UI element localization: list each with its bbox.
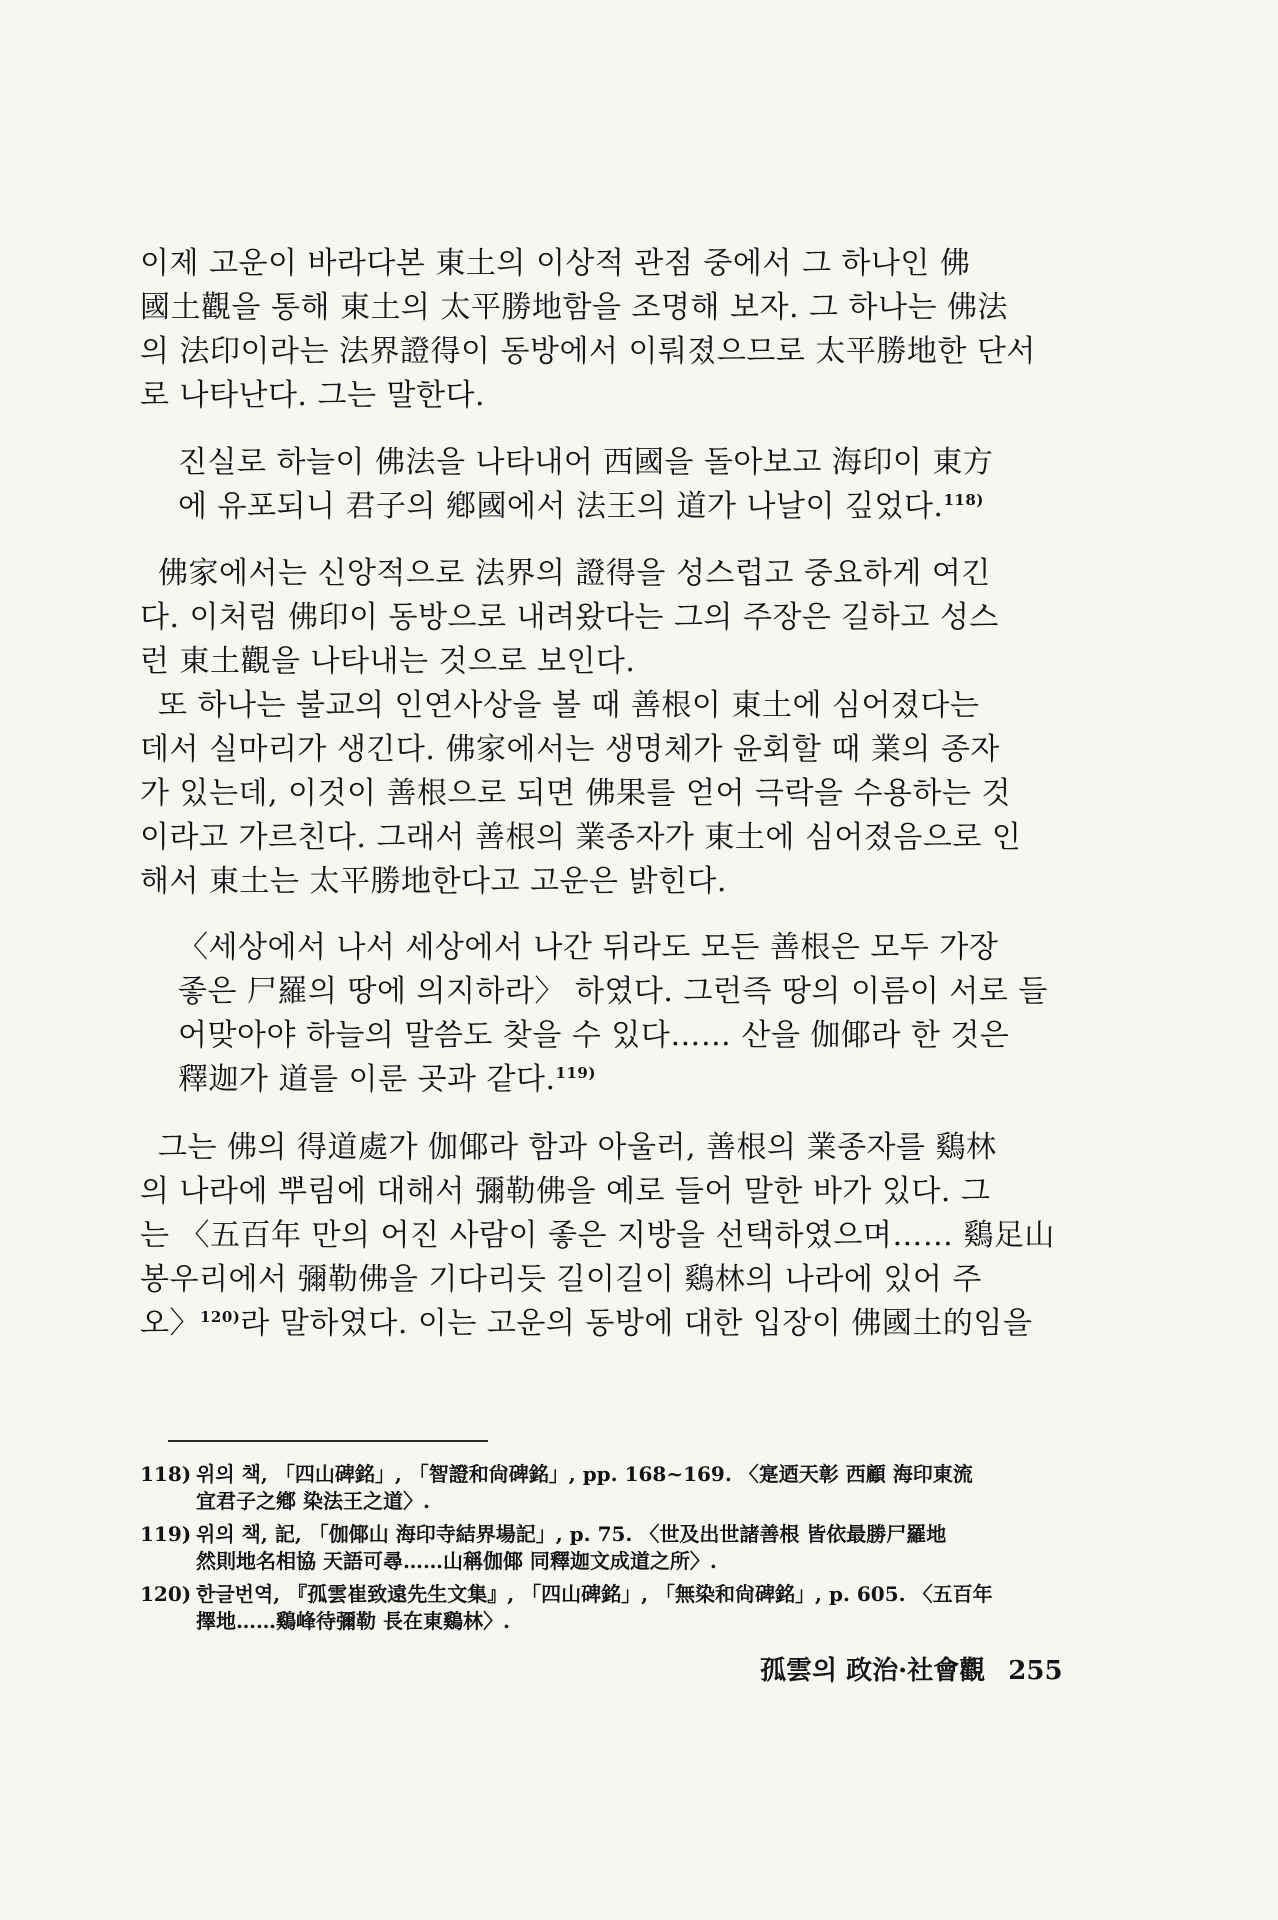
body-text: 라 말하였다. 이는 고운의 동방에 대한 입장이 佛國土的임을	[240, 1306, 1033, 1341]
block-quote-line	[178, 1054, 1138, 1098]
body-line: 는 〈五百年 만의 어진 사람이 좋은 지방을 선택하였으며…… 鷄足山	[140, 1218, 1055, 1253]
footnote-continuation: 然則地名相協 天語可尋……山稱伽倻 同釋迦文成道之所〉.	[196, 1549, 717, 1573]
footnote-ref: 118)	[943, 491, 984, 509]
body-line: 런 東土觀을 나타내는 것으로 보인다.	[140, 644, 636, 679]
body-line: 그는 佛의 得道處가 伽倻라 함과 아울러, 善根의 業종자를 鷄林	[158, 1130, 997, 1165]
body-line	[140, 1298, 1140, 1342]
footnote-rule	[168, 1440, 488, 1442]
footnote-text: 위의 책, 「四山碑銘」, 「智證和尙碑銘」, pp. 168~169. 〈寔迺天彰 西顧 海印東流	[196, 1462, 973, 1486]
footnote-continuation: 宜君子之鄕 染法王之道〉.	[196, 1489, 430, 1513]
body-line: 로 나타난다. 그는 말한다.	[140, 378, 485, 413]
body-line: 의 法印이라는 法界證得이 동방에서 이뤄졌으므로 太平勝地한 단서	[140, 334, 1036, 369]
block-quote-line: 〈세상에서 나서 세상에서 나간 뒤라도 모든 善根은 모두 가장	[178, 930, 999, 965]
footnote-text: 위의 책, 記, 「伽倻山 海印寺結界場記」, p. 75. 〈世及出世諸善根 皆依最勝尸羅地	[196, 1522, 947, 1546]
running-footer-title: 孤雲의 政治·社會觀	[760, 1656, 986, 1686]
block-quote-line: 어맞아야 하늘의 말씀도 찾을 수 있다…… 산을 伽倻라 한 것은	[178, 1018, 1010, 1053]
body-line: 가 있는데, 이것이 善根으로 되면 佛果를 얻어 극락을 수용하는 것	[140, 776, 1011, 811]
footnote-number: 118)	[140, 1462, 192, 1486]
block-quote-text: 釋迦가 道를 이룬 곳과 같다.	[178, 1062, 556, 1097]
body-line: 해서 東土는 太平勝地한다고 고운은 밝힌다.	[140, 864, 727, 899]
footnote	[140, 1518, 1140, 1547]
footnote-number: 120)	[140, 1582, 192, 1606]
footnote	[140, 1458, 1140, 1487]
body-line: 다. 이처럼 佛印이 동방으로 내려왔다는 그의 주장은 길하고 성스	[140, 600, 999, 635]
body-line: 이제 고운이 바라다본 東土의 이상적 관점 중에서 그 하나인 佛	[140, 246, 971, 281]
block-quote-line	[178, 481, 1138, 525]
running-footer	[760, 1650, 1063, 1687]
page-number: 255	[1008, 1656, 1063, 1686]
body-line: 國土觀을 통해 東土의 太平勝地함을 조명해 보자. 그 하나는 佛法	[140, 290, 1009, 325]
body-line: 의 나라에 뿌림에 대해서 彌勒佛을 예로 들어 말한 바가 있다. 그	[140, 1174, 991, 1209]
block-quote-text: 에 유포되니 君子의 鄕國에서 法王의 道가 나날이 깊었다.	[178, 489, 944, 524]
footnote-number: 119)	[140, 1522, 192, 1546]
footnote-text: 한글번역, 『孤雲崔致遠先生文集』, 「四山碑銘」, 「無染和尙碑銘」, p. 605. 〈五百年	[196, 1582, 993, 1606]
body-line: 이라고 가르친다. 그래서 善根의 業종자가 東土에 심어졌음으로 인	[140, 820, 1022, 855]
footnote-ref: 119)	[555, 1064, 596, 1082]
body-line: 佛家에서는 신앙적으로 法界의 證得을 성스럽고 중요하게 여긴	[158, 556, 991, 591]
footnote-ref: 120)	[199, 1308, 241, 1326]
body-line: 데서 실마리가 생긴다. 佛家에서는 생명체가 윤회할 때 業의 종자	[140, 732, 1000, 767]
footnote-continuation: 擇地……鷄峰待彌勒 長在東鷄林〉.	[196, 1609, 510, 1633]
body-line: 또 하나는 불교의 인연사상을 볼 때 善根이 東土에 심어졌다는	[158, 688, 980, 723]
block-quote-line: 진실로 하늘이 佛法을 나타내어 西國을 돌아보고 海印이 東方	[178, 445, 994, 480]
body-text: 오〉	[140, 1306, 200, 1341]
block-quote-line: 좋은 尸羅의 땅에 의지하라〉 하였다. 그런즉 땅의 이름이 서로 들	[178, 974, 1048, 1009]
body-line: 봉우리에서 彌勒佛을 기다리듯 길이길이 鷄林의 나라에 있어 주	[140, 1262, 982, 1297]
footnote	[140, 1578, 1140, 1607]
